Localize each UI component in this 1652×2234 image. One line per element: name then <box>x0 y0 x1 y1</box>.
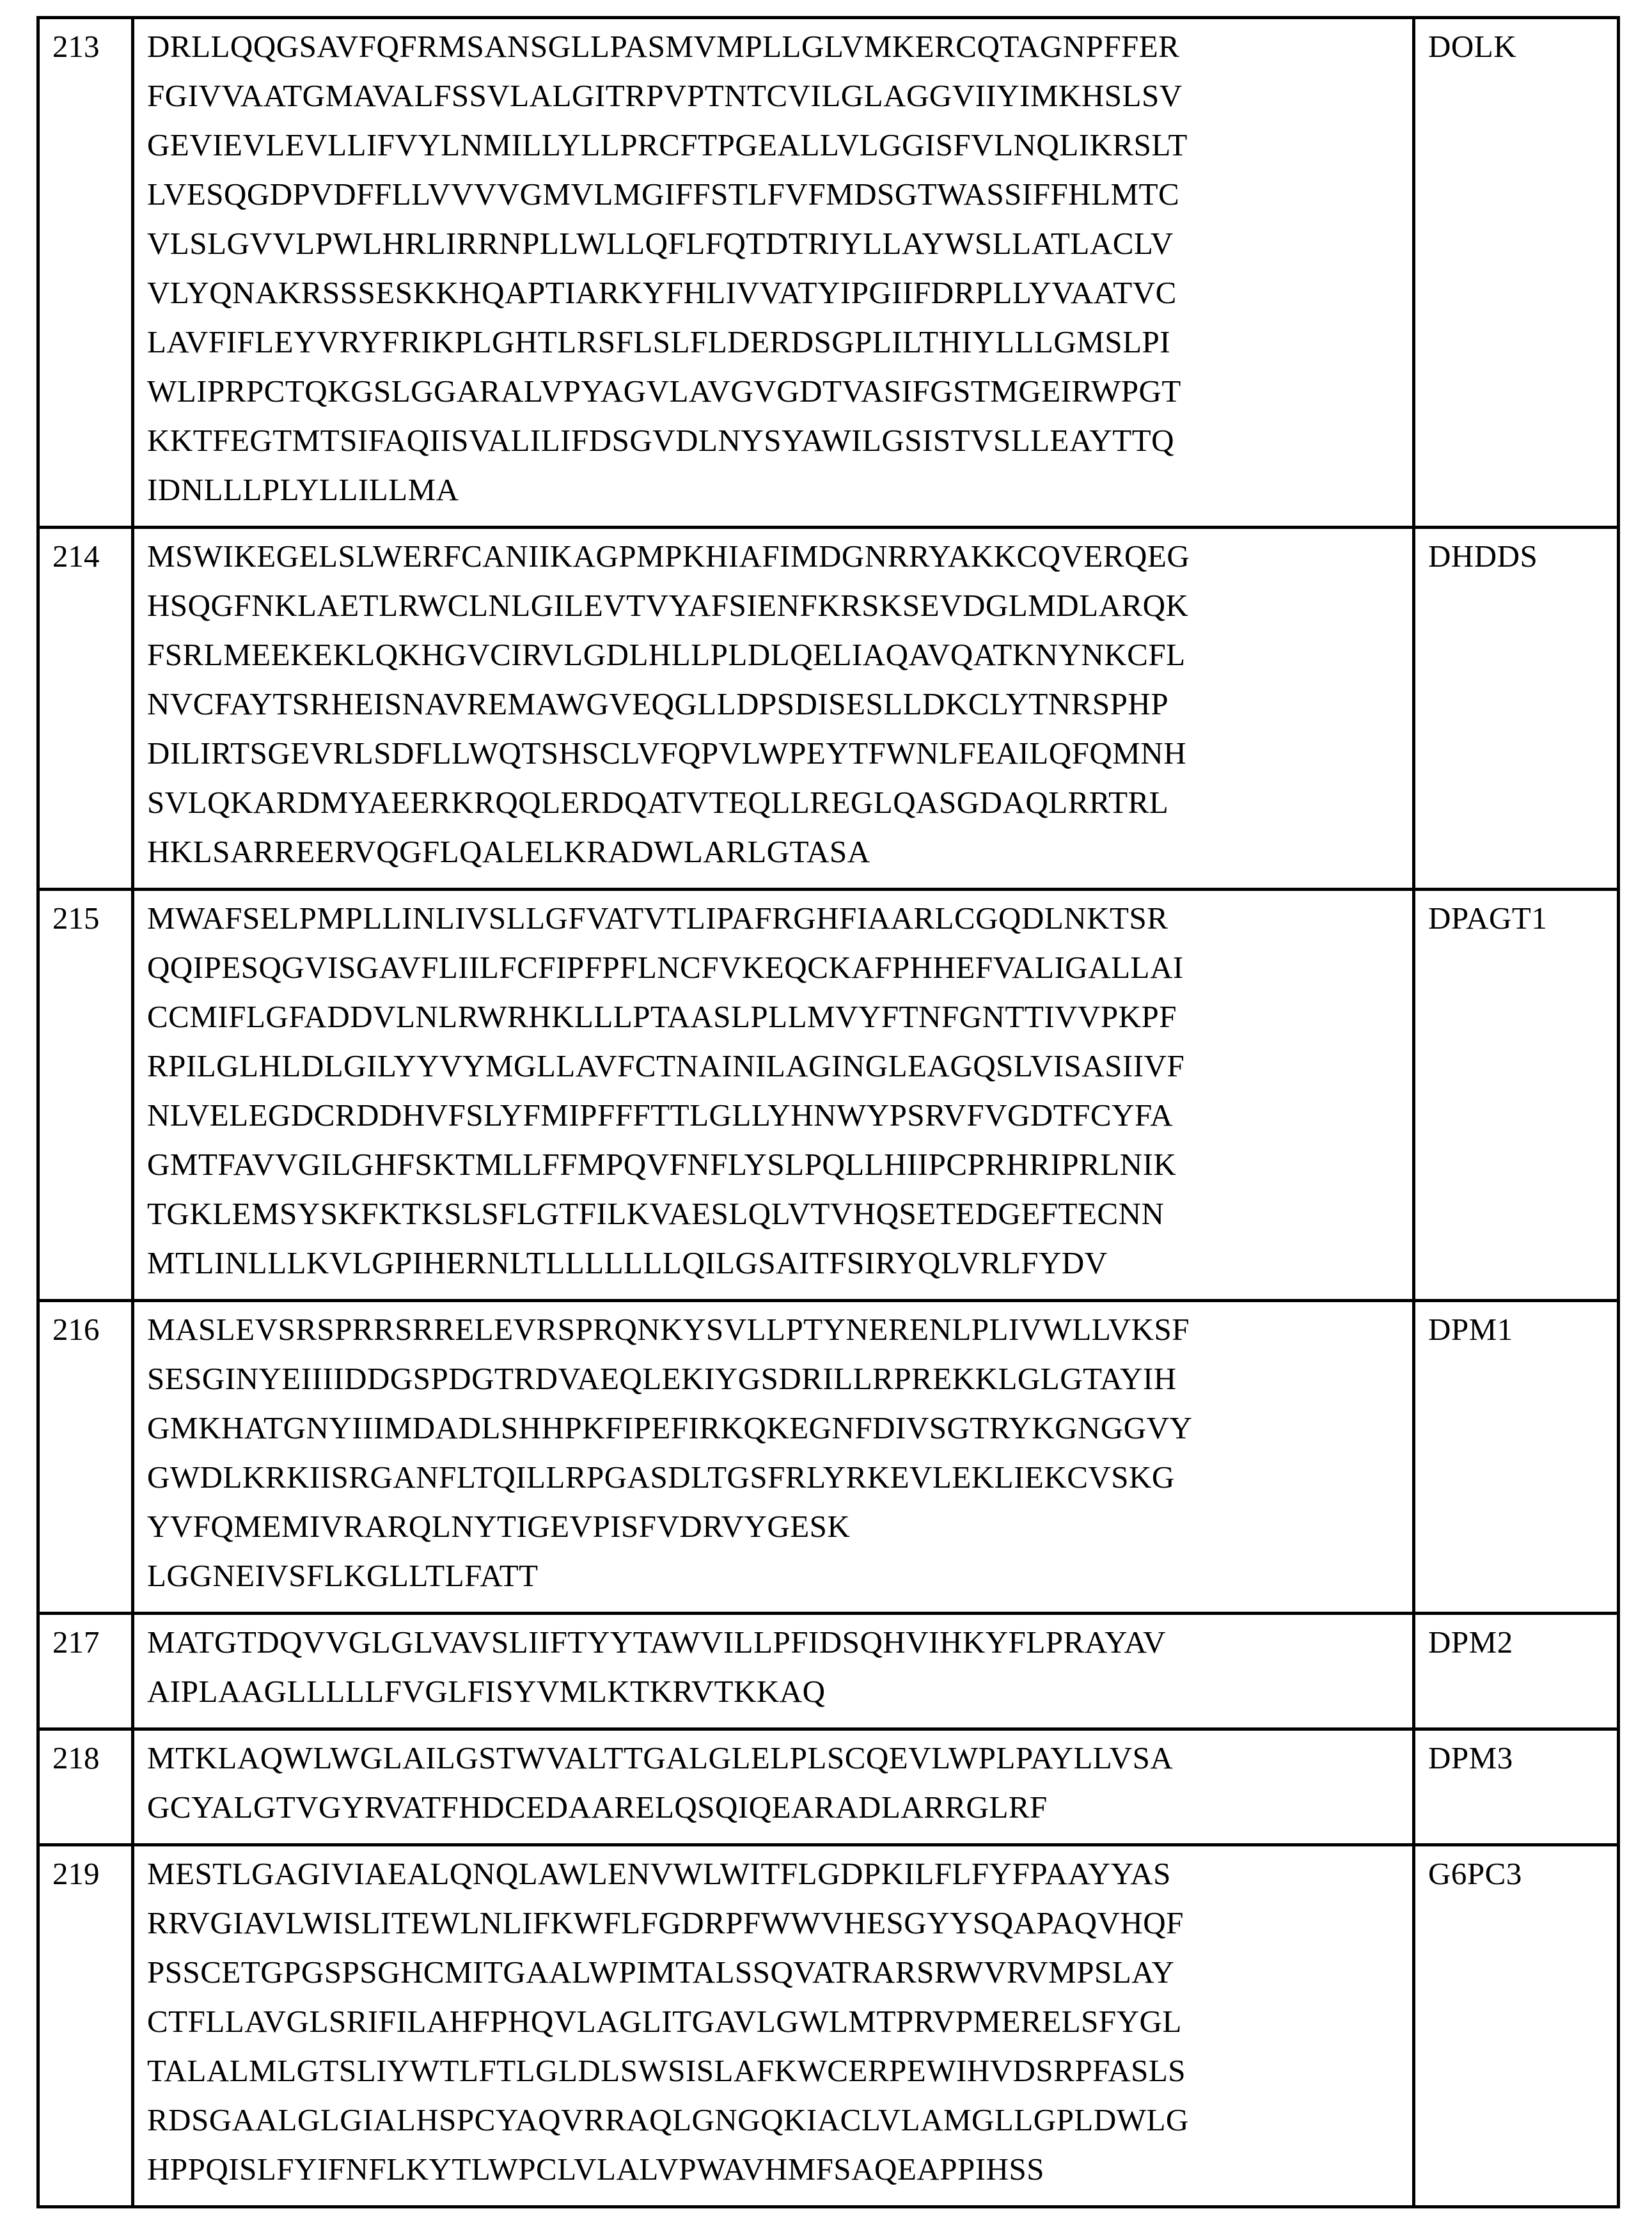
table-row <box>38 890 1619 1301</box>
sequence-cell: MESTLGAGIVIAEALQNQLAWLENVWLWITFLGDPKILFLFYFPAAYYAS RRVGIAVLWISLITEWLNLIFKWFLFGDRPFWWVHESGYYSQAPAQVHQF PSSCETGPGSPSGHCMITGAALWPIMTALSSQVATRARSRWVRVMPSLAY CTFLLAVGLSRIFILAHFPHQVLAGLITGAVLGWLMTPRVPMERELSFYGL TALALMLGTSLIYWTLFTLGLDLSWSISLAFKWCERPEWIHVDSRPFASLS RDSGAALGLGIALHSPCYAQVRRAQLGNGQKIACLVLAMGLLGPLDWLG HPPQISLFYIFNFLKYTLWPCLVLALVPWAVHMFSAQEAPPIHSS <box>133 1845 1414 2207</box>
sequence-cell: MTKLAQWLWGLAILGSTWVALTTGALGLELPLSCQEVLWPLPAYLLVSA GCYALGTVGYRVATFHDCEDAARELQSQIQEARADLARRGLRF <box>133 1729 1414 1845</box>
sequence-id-cell: 217 <box>38 1614 133 1729</box>
gene-name-cell: DPM2 <box>1414 1614 1619 1729</box>
gene-name-cell: DOLK <box>1414 18 1619 528</box>
gene-name-cell: DPAGT1 <box>1414 890 1619 1301</box>
sequence-cell: DRLLQQGSAVFQFRMSANSGLLPASMVMPLLGLVMKERCQTAGNPFFER FGIVVAATGMAVALFSSVLALGITRPVPTNTCVILGLAGGVIIYIMKHSLSV GEVIEVLEVLLIFVYLNMILLYLLPRCFTPGEALLVLGGISFVLNQLIKRSLT LVESQGDPVDFFLLVVVVGMVLMGIFFSTLFVFMDSGTWASSIFFHLMTC VLSLGVVLPWLHRLIRRNPLLWLLQFLFQTDTRIYLLAYWSLLATLACLV VLYQNAKRSSSESKKHQAPTIARKYFHLIVVATYIPGIIFDRPLLYVAATVC LAVFIFLEYVRYFRIKPLGHTLRSFLSLFLDERDSGPLILTHIYLLLGMSLPI WLIPRPCTQKGSLGGARALVPYAGVLAVGVGDTVASIFGSTMGEIRWPGT KKTFEGTMTSIFAQIISVALILIFDSGVDLNYSYAWILGSISTVSLLEAYTTQ IDNLLLPLYLLILLMA <box>133 18 1414 528</box>
table-row <box>38 1729 1619 1845</box>
table-row <box>38 18 1619 528</box>
gene-name-cell: DHDDS <box>1414 528 1619 890</box>
sequence-cell: MASLEVSRSPRRSRRELEVRSPRQNKYSVLLPTYNERENLPLIVWLLVKSF SESGINYEIIIIDDGSPDGTRDVAEQLEKIYGSDRILLRPREKKLGLGTAYIH GMKHATGNYIIIMDADLSHHPKFIPEFIRKQKEGNFDIVSGTRYKGNGGVY GWDLKRKIISRGANFLTQILLRPGASDLTGSFRLYRKEVLEKLIEKCVSKG YVFQMEMIVRARQLNYTIGEVPISFVDRVYGESK LGGNEIVSFLKGLLTLFATT <box>133 1301 1414 1614</box>
table-row <box>38 1301 1619 1614</box>
gene-name-cell: DPM3 <box>1414 1729 1619 1845</box>
sequence-id-cell: 219 <box>38 1845 133 2207</box>
gene-name-cell: DPM1 <box>1414 1301 1619 1614</box>
sequence-id-cell: 214 <box>38 528 133 890</box>
gene-name-cell: G6PC3 <box>1414 1845 1619 2207</box>
sequence-cell: MATGTDQVVGLGLVAVSLIIFTYYTAWVILLPFIDSQHVIHKYFLPRAYAV AIPLAAGLLLLLFVGLFISYVMLKTKRVTKKAQ <box>133 1614 1414 1729</box>
table-row <box>38 1845 1619 2207</box>
table-row <box>38 1614 1619 1729</box>
table-row <box>38 528 1619 890</box>
sequence-id-cell: 215 <box>38 890 133 1301</box>
sequence-id-cell: 216 <box>38 1301 133 1614</box>
sequence-cell: MWAFSELPMPLLINLIVSLLGFVATVTLIPAFRGHFIAARLCGQDLNKTSR QQIPESQGVISGAVFLIILFCFIPFPFLNCFVKEQCKAFPHHEFVALIGALLAI CCMIFLGFADDVLNLRWRHKLLLPTAASLPLLMVYFTNFGNTTIVVPKPF RPILGLHLDLGILYYVYMGLLAVFCTNAINILAGINGLEAGQSLVISASIIVF NLVELEGDCRDDHVFSLYFMIPFFFTTLGLLYHNWYPSRVFVGDTFCYFA GMTFAVVGILGHFSKTMLLFFMPQVFNFLYSLPQLLHIIPCPRHRIPRLNIK TGKLEMSYSKFKTKSLSFLGTFILKVAESLQLVTVHQSETEDGEFTECNN MTLINLLLKVLGPIHERNLTLLLLLLLQILGSAITFSIRYQLVRLFYDV <box>133 890 1414 1301</box>
sequence-id-cell: 213 <box>38 18 133 528</box>
sequence-table <box>36 16 1620 2208</box>
sequence-table-body <box>38 18 1619 2207</box>
sequence-id-cell: 218 <box>38 1729 133 1845</box>
sequence-cell: MSWIKEGELSLWERFCANIIKAGPMPKHIAFIMDGNRRYAKKCQVERQEG HSQGFNKLAETLRWCLNLGILEVTVYAFSIENFKRSKSEVDGLMDLARQK FSRLMEEKEKLQKHGVCIRVLGDLHLLPLDLQELIAQAVQATKNYNKCFL NVCFAYTSRHEISNAVREMAWGVEQGLLDPSDISESLLDKCLYTNRSPHP DILIRTSGEVRLSDFLLWQTSHSCLVFQPVLWPEYTFWNLFEAILQFQMNH SVLQKARDMYAEERKRQQLERDQATVTEQLLREGLQASGDAQLRRTRL HKLSARREERVQGFLQALELKRADWLARLGTASA <box>133 528 1414 890</box>
